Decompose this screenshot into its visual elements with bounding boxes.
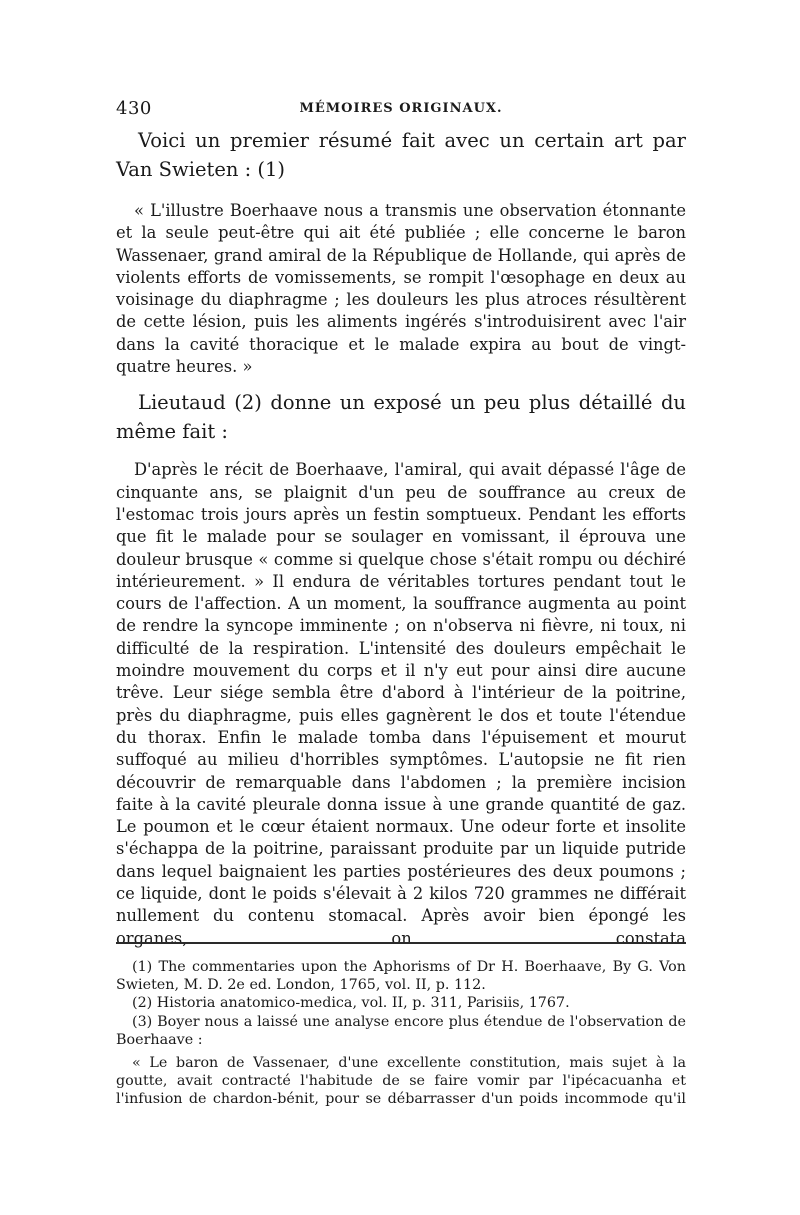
- footnote-2: (2) Historia anatomico-medica, vol. II, p. 311, Parisiis, 1767.: [132, 995, 570, 1012]
- running-head: [116, 98, 686, 126]
- footnote-1: (1) The commentaries upon the Aphorisms of Dr H. Boerhaave, By G. Von Swieten, M. D. 2e ed. London, 1765, vol. II, p. 112.: [116, 959, 686, 994]
- boerhaave-narrative: D'après le récit de Boerhaave, l'amiral, qui avait dépassé l'âge de cinquante ans, se plaignit d'un peu de souffrance au creux de l'estomac trois jours après un festin somptueux. Pendant les efforts que fit le malade pour se soulager en vomissant, il éprouva une douleur brusque « comme si quelque chose s'était rompu ou déchiré intérieurement. » Il endura de véritables tortures pendant tout le cours de l'affection. A un moment, la souffrance augmenta au point de rendre la syncope imminente ; on n'observa ni fièvre, ni toux, ni difficulté de la respiration. L'intensité des douleurs empêchait le moindre mouvement du corps et il n'y eut pour ainsi dire aucune trêve. Leur siége sembla être d'abord à l'intérieur de la poitrine, près du diaphragme, puis elles gagnèrent le dos et toute l'étendue du thorax. Enfin le malade tomba dans l'épuisement et mourut suffoqué au milieu d'horribles symptômes. L'autopsie ne fit rien découvrir de remarquable dans l'abdomen ; la première incision faite à la cavité pleurale donna issue à une grande quantité de gaz. Le poumon et le cœur étaient normaux. Une odeur forte et insolite s'échappa de la poitrine, paraissant produite par un liquide putride dans lequel baignaient les parties postérieures des deux poumons ; ce liquide, dont le poids s'élevait à 2 kilos 720 grammes ne différait nullement du contenu stomacal. Après avoir bien épongé les organes, on constata: [116, 460, 686, 948]
- intro-paragraph: Voici un premier résumé fait avec un certain art par Van Swieten : (1): [116, 129, 686, 181]
- van-swieten-quote: « L'illustre Boerhaave nous a transmis une observation étonnante et la seule peut-être qui ait été publiée ; elle concerne le baron Wassenaer, grand amiral de la République de Hollande, qui après de violents efforts de vomissements, se rompit l'œsophage en deux au voisinage du diaphragme ; les douleurs les plus atroces résultèrent de cette lésion, puis les aliments ingérés s'introduisirent avec l'air dans la cavité thoracique et le malade expira au bout de vingt-quatre heures. »: [116, 201, 686, 377]
- page-number: 430: [116, 98, 152, 119]
- running-title: MÉMOIRES ORIGINAUX.: [299, 101, 503, 116]
- lieutaud-paragraph: Lieutaud (2) donne un exposé un peu plus détaillé du même fait :: [116, 391, 686, 444]
- footnotes: [116, 958, 686, 1109]
- footnote-3-quote: « Le baron de Vassenaer, d'une excellente constitution, mais sujet à la goutte, avait contracté l'habitude de se faire vomir par l'ipécacuanha et l'infusion de chardon-bénit, pour se débarrasser d'un poids incommode qu'il: [116, 1055, 686, 1108]
- page-body: [116, 98, 686, 950]
- footnote-3: (3) Boyer nous a laissé une analyse encore plus étendue de l'observation de Boerhaave :: [116, 1013, 686, 1048]
- footnote-rule: [116, 942, 686, 944]
